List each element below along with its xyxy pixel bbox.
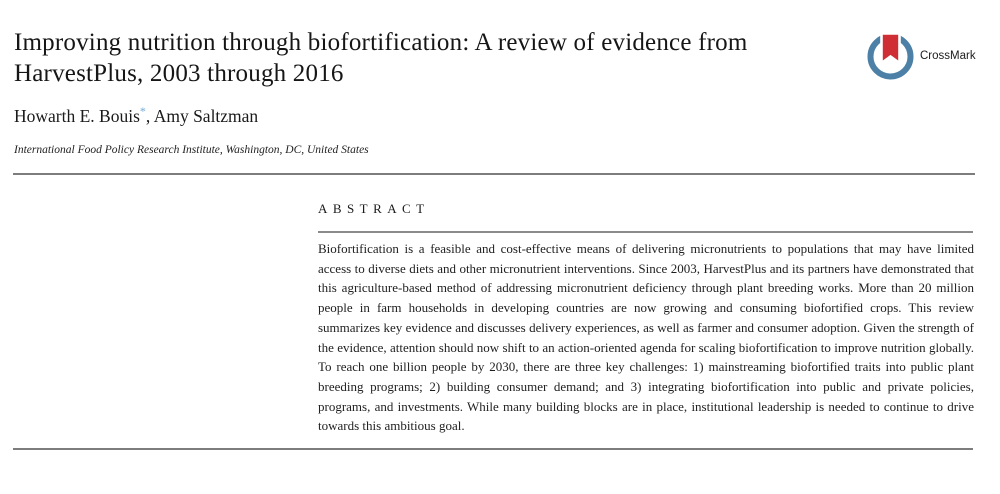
title-line-1: Improving nutrition through biofortification: A review of evidence from [14, 29, 748, 56]
header-divider-rule [13, 173, 975, 175]
author-affiliation: International Food Policy Research Institute, Washington, DC, United States [14, 144, 369, 156]
footer-divider-rule [13, 448, 973, 450]
crossmark-label: CrossMark [920, 50, 976, 62]
corresponding-author-asterisk-link[interactable]: * [139, 104, 146, 119]
author-name-2: , Amy Saltzman [145, 106, 259, 126]
crossmark-logo-icon [866, 32, 915, 81]
title-line-2: HarvestPlus, 2003 through 2016 [14, 60, 344, 87]
abstract-heading-rule [318, 231, 973, 233]
crossmark-badge[interactable] [866, 31, 984, 81]
author-list [14, 106, 258, 127]
author-name-1: Howarth E. Bouis [14, 106, 140, 126]
abstract-text: Biofortification is a feasible and cost-effective means of delivering micronutrients to populations that may have limited access to diverse diets and other micronutrient interventions. Since 2003, HarvestPlus and its partners have demonstrated that this agriculture-based method of addressing micronutrient deficiency through plant breeding works. More than 20 million people in farm households in developing countries are now growing and consuming biofortified crops. This review summarizes key evidence and discusses delivery experiences, as well as farmer and consumer adoption. Given the strength of the evidence, attention should now shift to an action-oriented agenda for scaling biofortification to improve nutrition globally. To reach one billion people by 2030, there are three key challenges: 1) mainstreaming biofortified traits into public plant breeding programs; 2) building consumer demand; and 3) integrating biofortification into public and private policies, programs, and investments. While many building blocks are in place, institutional leadership is needed to continue to drive towards this ambitious goal. [318, 241, 974, 434]
page-title [14, 27, 854, 89]
abstract-heading: ABSTRACT [318, 201, 430, 216]
